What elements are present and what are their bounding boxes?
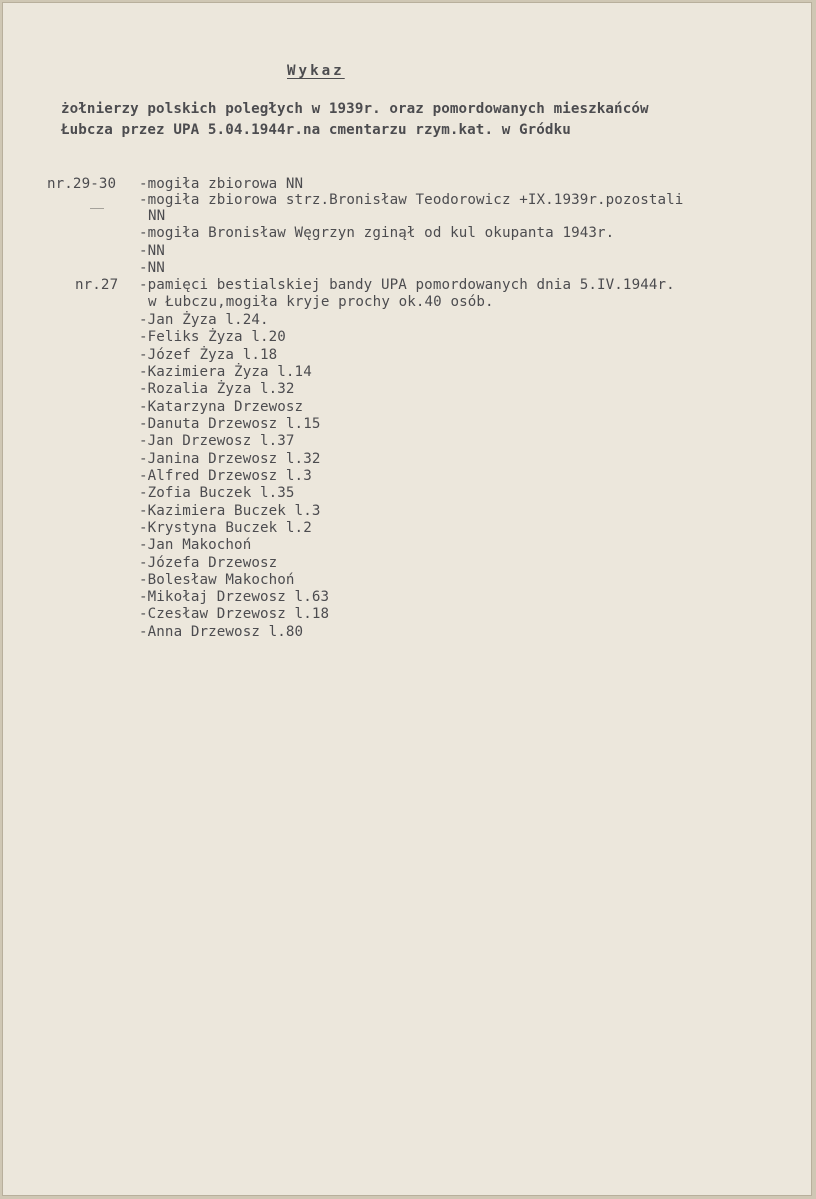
list-item: -Kazimiera Buczek l.3: [139, 503, 321, 519]
intro-line-2: Łubcza przez UPA 5.04.1944r.na cmentarzu rzym.kat. w Gródku: [61, 122, 571, 138]
section-2-label: nr.27: [75, 277, 119, 293]
list-item: NN: [148, 208, 166, 224]
list-item: -Alfred Drzewosz l.3: [139, 468, 312, 484]
list-item: -Zofia Buczek l.35: [139, 485, 295, 501]
list-item: -Jan Żyza l.24.: [139, 312, 269, 328]
intro-line-1: żołnierzy polskich poległych w 1939r. oraz pomordowanych mieszkańców: [61, 101, 649, 117]
list-item: -Bolesław Makochoń: [139, 572, 295, 588]
list-item: -Feliks Żyza l.20: [139, 329, 286, 345]
list-item: -Jan Drzewosz l.37: [139, 433, 295, 449]
list-item: -pamięci bestialskiej bandy UPA pomordowanych dnia 5.IV.1944r.: [139, 277, 675, 293]
section-1-dash-mark: [90, 208, 104, 209]
list-item: -mogiła zbiorowa NN: [139, 176, 304, 192]
list-item: -Rozalia Żyza l.32: [139, 381, 295, 397]
list-item: -Józefa Drzewosz: [139, 555, 278, 571]
list-item: -Katarzyna Drzewosz: [139, 399, 304, 415]
list-item: -Danuta Drzewosz l.15: [139, 416, 321, 432]
list-item: w Łubczu,mogiła kryje prochy ok.40 osób.: [148, 294, 494, 310]
list-item: -Mikołaj Drzewosz l.63: [139, 589, 330, 605]
list-item: -Janina Drzewosz l.32: [139, 451, 321, 467]
section-1-label: nr.29-30: [47, 176, 117, 192]
list-item: -NN: [139, 243, 165, 259]
list-item: -Kazimiera Żyza l.14: [139, 364, 312, 380]
list-item: -mogiła Bronisław Węgrzyn zginął od kul okupanta 1943r.: [139, 225, 615, 241]
list-item: -NN: [139, 260, 165, 276]
list-item: -Czesław Drzewosz l.18: [139, 606, 330, 622]
list-item: -Jan Makochoń: [139, 537, 252, 553]
document-sheet: [2, 2, 812, 1196]
list-item: -Józef Żyza l.18: [139, 347, 278, 363]
list-item: -Anna Drzewosz l.80: [139, 624, 304, 640]
list-item: -Krystyna Buczek l.2: [139, 520, 312, 536]
list-item: -mogiła zbiorowa strz.Bronisław Teodorowicz +IX.1939r.pozostali: [139, 192, 684, 208]
document-title: Wykaz: [287, 63, 345, 79]
